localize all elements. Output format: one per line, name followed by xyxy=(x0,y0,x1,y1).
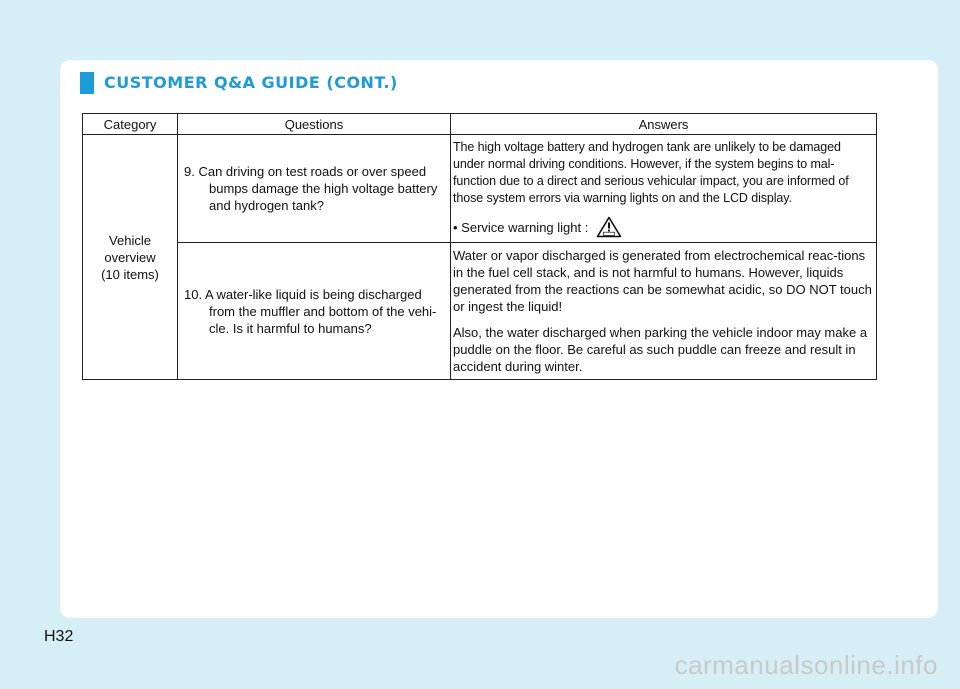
qa-table xyxy=(82,113,877,380)
section-header xyxy=(80,72,938,94)
header-category: Category xyxy=(83,114,178,135)
table-row xyxy=(83,243,877,380)
header-questions: Questions xyxy=(178,114,451,135)
table-header-row xyxy=(83,114,877,135)
service-warning-label: • Service warning light : xyxy=(453,219,589,235)
answer-cell xyxy=(451,135,877,243)
table-row xyxy=(83,135,877,243)
title-accent-bar xyxy=(80,72,94,94)
page-number: H32 xyxy=(44,628,74,645)
category-cell xyxy=(83,135,178,380)
watermark: carmanualsonline.info xyxy=(674,650,938,680)
answer-cell xyxy=(451,243,877,380)
category-line: overview xyxy=(104,249,156,265)
answer-paragraph: Also, the water discharged when parking the vehicle indoor may make a puddle on the floor. Be careful as such puddle can freeze and result in accident during winter. xyxy=(453,325,868,374)
question-text: 9. Can driving on test roads or over speed bumps damage the high voltage battery and hydrogen tank? xyxy=(184,164,438,213)
header-answers: Answers xyxy=(451,114,877,135)
service-warning-row xyxy=(453,216,874,238)
question-text: 10. A water-like liquid is being discharged from the muffler and bottom of the vehi-cle. Is it harmful to humans? xyxy=(184,286,437,336)
section-title: CUSTOMER Q&A GUIDE (CONT.) xyxy=(104,73,398,92)
category-line: Vehicle xyxy=(109,232,151,248)
answer-paragraph: Water or vapor discharged is generated from electrochemical reac-tions in the fuel cell stack, and is not harmful to humans. However, liquids generated from the reactions can be somewhat acidic, so DO NOT touch or ingest the liquid! xyxy=(453,248,872,314)
service-warning-triangle-icon xyxy=(596,216,622,238)
answer-paragraph: The high voltage battery and hydrogen tank are unlikely to be damaged under normal driving conditions. However, if the system begins to mal-function due to a direct and serious vehicular impact, you are informed of those system errors via warning lights on and the LCD display. xyxy=(453,140,849,205)
question-cell xyxy=(178,135,451,243)
question-cell xyxy=(178,243,451,380)
category-line: (10 items) xyxy=(101,266,159,282)
